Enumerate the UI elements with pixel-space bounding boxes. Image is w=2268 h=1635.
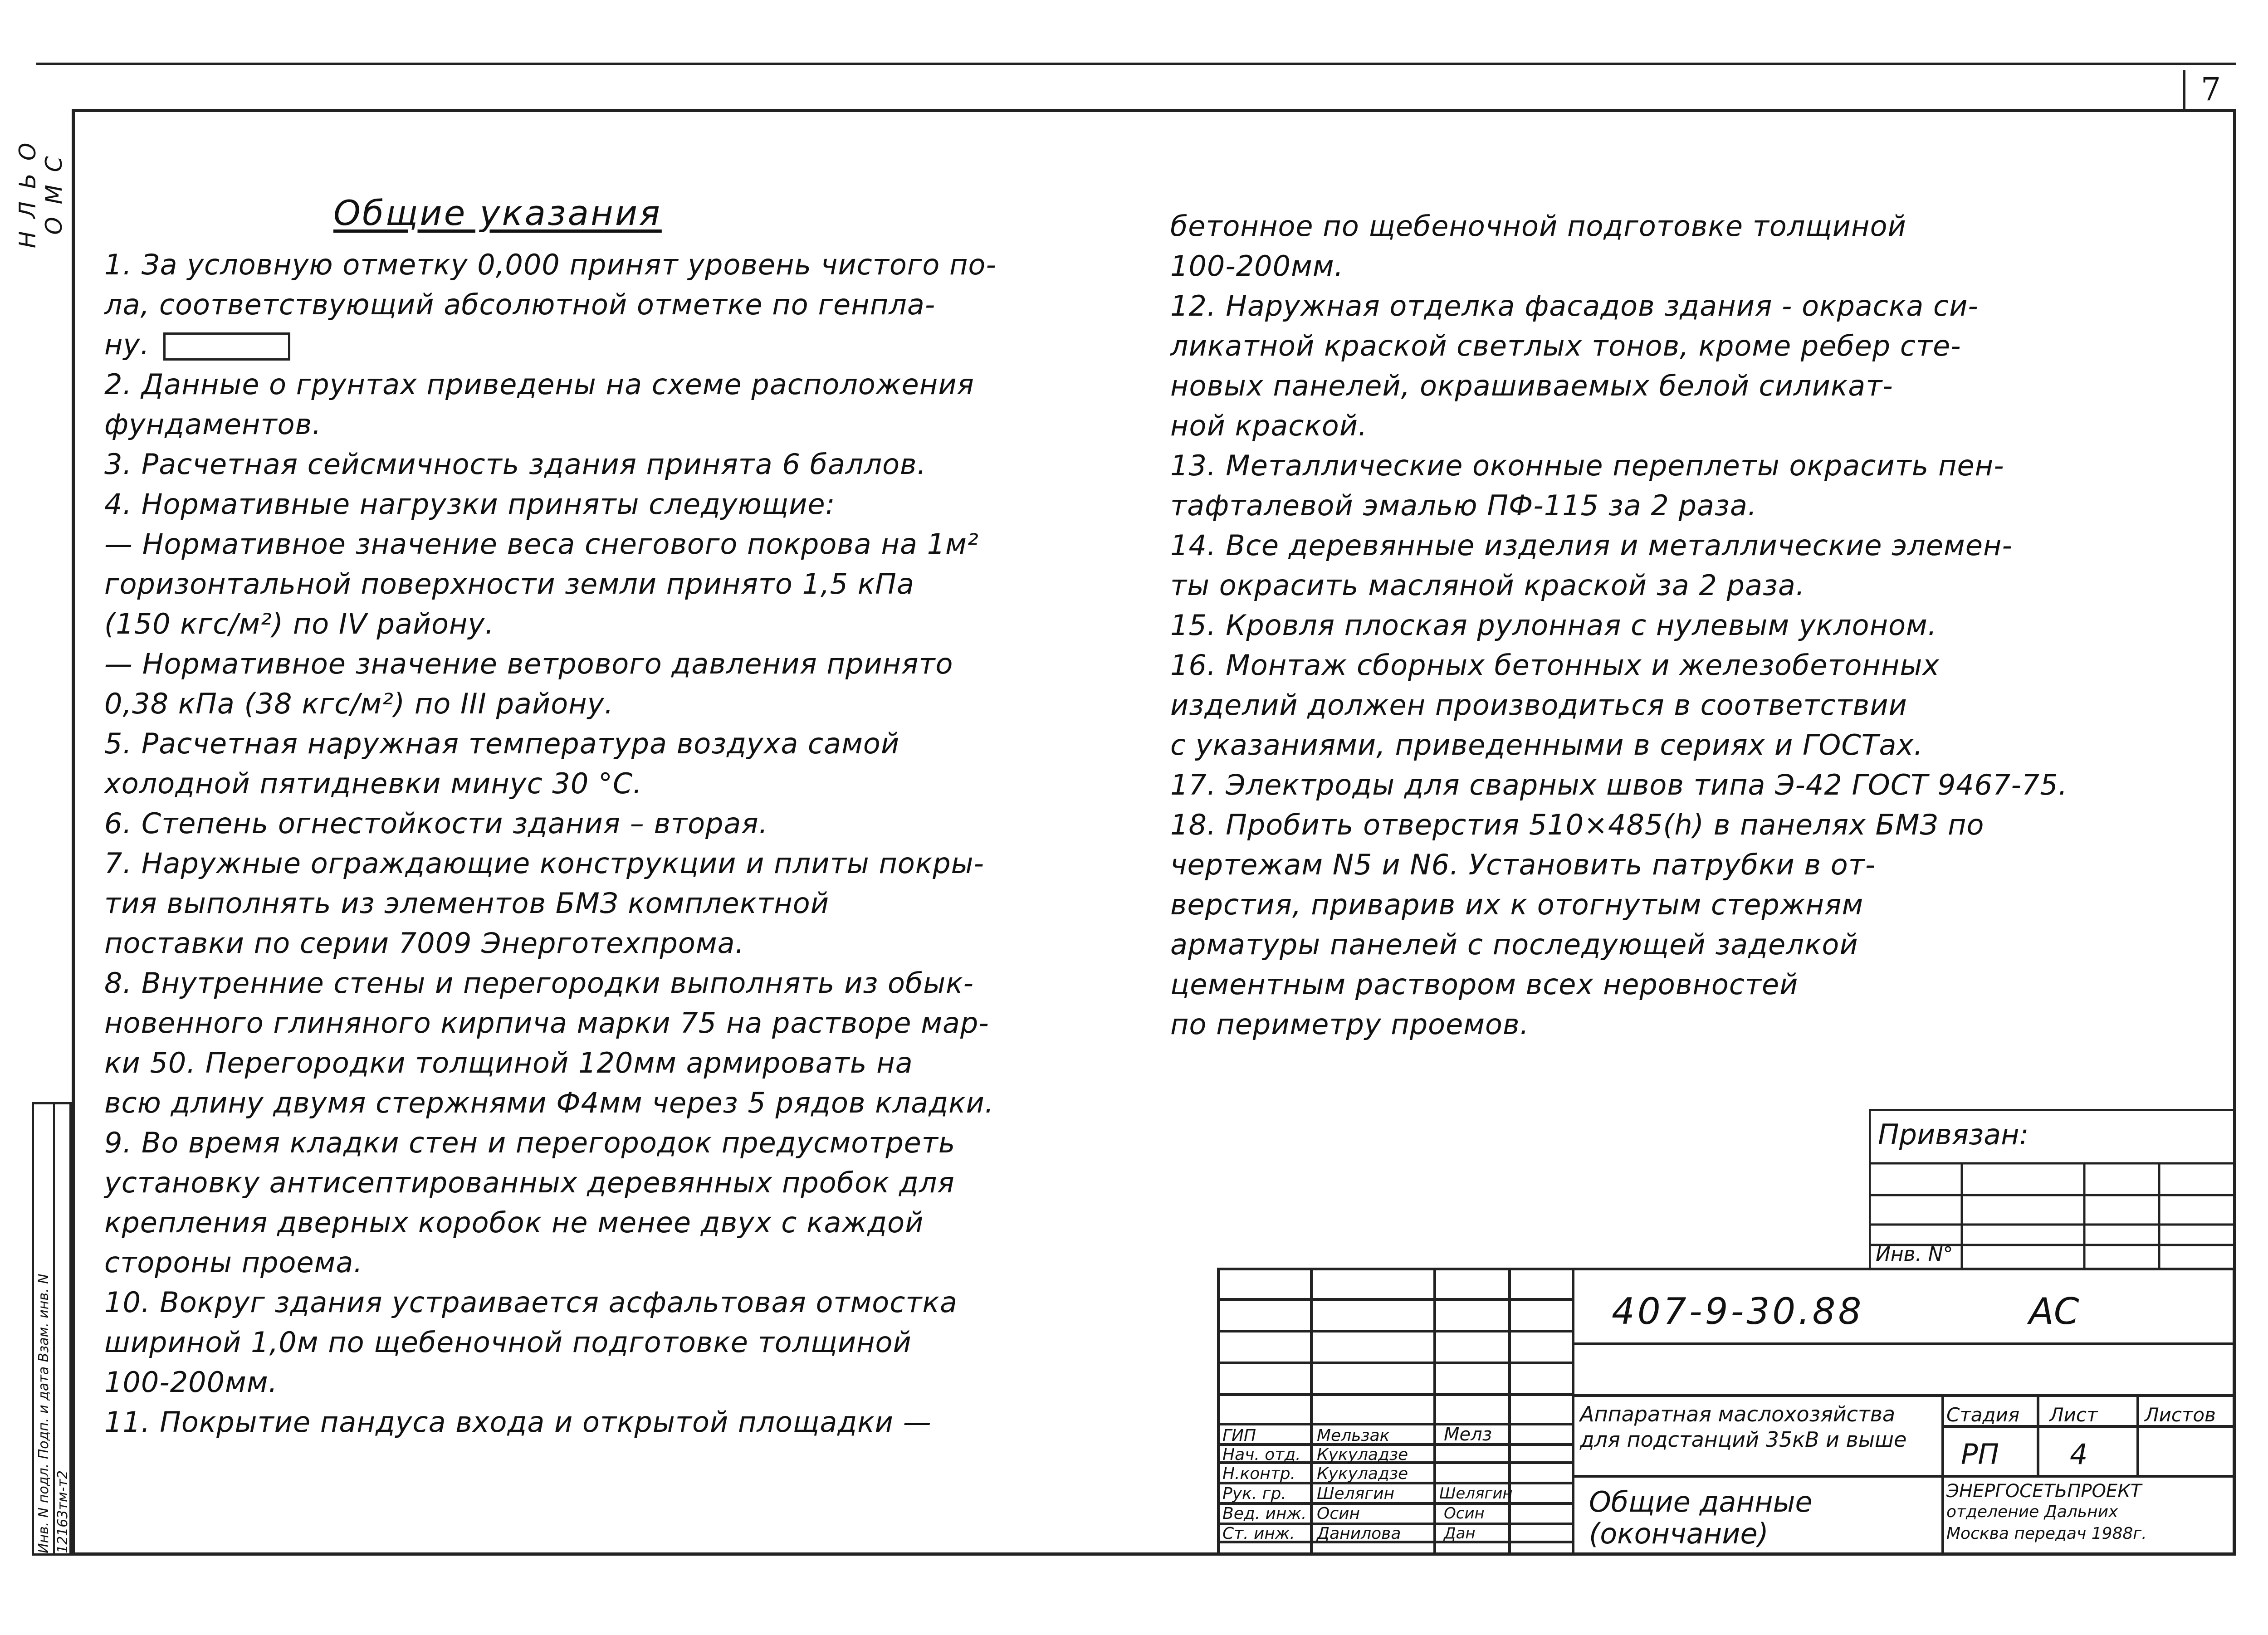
document-mark: АС <box>2029 1290 2079 1332</box>
stage-header: Стадия <box>1946 1404 2020 1426</box>
role-label: Н.контр. <box>1222 1464 1296 1483</box>
note-line: фундаментов. <box>104 408 322 441</box>
role-name: Мельзак <box>1317 1426 1390 1445</box>
note-line: 16. Монтаж сборных бетонных и железобетонных <box>1170 649 1940 682</box>
role-name: Кукуладзе <box>1317 1445 1408 1464</box>
role-label: Нач. отд. <box>1222 1445 1301 1464</box>
note-line: новых панелей, окрашиваемых белой силикат- <box>1170 369 1893 402</box>
note-line: 8. Внутренние стены и перегородки выполнять из обык- <box>104 966 974 1000</box>
role-signature: Осин <box>1444 1504 1485 1523</box>
note-line: установку антисептированных деревянных пробок для <box>104 1166 955 1199</box>
sheet-title: Общие данные <box>1589 1485 1813 1518</box>
note-line: 13. Металлические оконные переплеты окрасить пен- <box>1170 449 2004 482</box>
note-line: 9. Во время кладки стен и перегородок предусмотреть <box>104 1126 956 1159</box>
note-line: ты окрасить масляной краской за 2 раза. <box>1170 569 1805 602</box>
note-line: 3. Расчетная сейсмичность здания принята 6 баллов. <box>104 448 927 481</box>
note-line: тия выполнять из элементов БМЗ комплектной <box>104 887 829 920</box>
side-strip-code: 12163тм-т2 <box>55 1470 71 1553</box>
note-line: 100-200мм. <box>1170 249 1344 283</box>
notes-column-left <box>104 245 997 1442</box>
inventory-label: Инв. N° <box>1876 1243 1953 1266</box>
role-name: Кукуладзе <box>1317 1464 1408 1483</box>
top-rule <box>36 63 2236 65</box>
blank-elevation-box <box>163 332 290 361</box>
note-line: 17. Электроды для сварных швов типа Э-42 ГОСТ 9467-75. <box>1170 768 2068 801</box>
side-strip-labels: Инв. N подл. Подп. и дата Взам. инв. N <box>36 1274 52 1553</box>
note-line: ну. <box>104 325 997 365</box>
role-label: ГИП <box>1222 1426 1256 1445</box>
attachment-box <box>1869 1109 2236 1268</box>
note-line: тафталевой эмалью ПФ-115 за 2 раза. <box>1170 489 1757 522</box>
note-line: крепления дверных коробок не менее двух с каждой <box>104 1206 924 1239</box>
role-label: Вед. инж. <box>1222 1504 1307 1523</box>
note-line: поставки по серии 7009 Энерготехпрома. <box>104 927 745 960</box>
note-line: 4. Нормативные нагрузки приняты следующие: <box>104 488 836 521</box>
note-line: 14. Все деревянные изделия и металлические элемен- <box>1170 529 2013 562</box>
note-line: с указаниями, приведенными в сериях и ГОСТах. <box>1170 728 1923 761</box>
note-line: чертежам N5 и N6. Установить патрубки в от- <box>1170 848 1876 881</box>
note-line: верстия, приварив их к отогнутым стержням <box>1170 888 1864 921</box>
note-line: горизонтальной поверхности земли принято 1,5 кПа <box>104 567 914 600</box>
role-name: Шелягин <box>1317 1484 1395 1503</box>
role-name: Осин <box>1317 1504 1360 1523</box>
note-line: ной краской. <box>1170 409 1368 442</box>
sheet-title-sub: (окончание) <box>1589 1517 1769 1550</box>
note-line: 10. Вокруг здания устраивается асфальтовая отмостка <box>104 1286 958 1319</box>
sheets-header: Листов <box>2145 1404 2216 1426</box>
note-line: всю длину двумя стержнями Ф4мм через 5 рядов кладки. <box>104 1086 994 1119</box>
note-line: стороны проема. <box>104 1246 363 1279</box>
note-line: 100-200мм. <box>104 1366 278 1399</box>
role-signature: Шелягин <box>1439 1484 1513 1503</box>
page-title: Общие указания <box>333 193 662 233</box>
sheet-number: 7 <box>2183 70 2236 109</box>
title-block <box>1217 1268 2235 1556</box>
note-line: шириной 1,0м по щебеночной подготовке толщиной <box>104 1326 912 1359</box>
sheet-header: Лист <box>2049 1404 2098 1426</box>
note-line: ки 50. Перегородки толщиной 120мм армировать на <box>104 1046 913 1079</box>
note-line: 11. Покрытие пандуса входа и открытой площадки — <box>104 1406 932 1439</box>
note-line: арматуры панелей с последующей заделкой <box>1170 928 1858 961</box>
note-line: изделий должен производиться в соответствии <box>1170 688 1907 722</box>
note-line: 12. Наружная отделка фасадов здания - окраска си- <box>1170 289 1979 322</box>
role-signature: Дан <box>1444 1524 1476 1542</box>
note-line: холодной пятидневки минус 30 °С. <box>104 767 642 800</box>
note-line: (150 кгс/м²) по IV району. <box>104 607 494 640</box>
note-line: 2. Данные о грунтах приведены на схеме расположения <box>104 368 974 401</box>
side-archive-label: Н Л Ь О О М С <box>15 140 67 249</box>
note-line: 6. Степень огнестойкости здания – вторая. <box>104 807 768 840</box>
stage-value: РП <box>1961 1438 1999 1471</box>
organization-line-1: ЭНЕРГОСЕТЬПРОЕКТ <box>1946 1481 2142 1502</box>
note-line: ликатной краской светлых тонов, кроме ребер сте- <box>1170 329 1961 362</box>
role-signature: Мелз <box>1444 1424 1492 1445</box>
side-stamp-strip <box>32 1102 72 1556</box>
note-line: — Нормативное значение ветрового давления принято <box>104 647 953 680</box>
note-line: цементным раствором всех неровностей <box>1170 968 1799 1001</box>
note-line: 0,38 кПа (38 кгс/м²) по III району. <box>104 687 614 720</box>
role-name: Данилова <box>1317 1524 1401 1543</box>
document-code: 407-9-30.88 <box>1612 1290 1864 1332</box>
object-name: Аппаратная маслохозяйства для подстанций 35кВ и выше <box>1580 1402 1907 1452</box>
note-line: 15. Кровля плоская рулонная с нулевым уклоном. <box>1170 609 1937 642</box>
note-line: по периметру проемов. <box>1170 1008 1530 1041</box>
note-line: новенного глиняного кирпича марки 75 на растворе мар- <box>104 1006 989 1040</box>
note-line: бетонное по щебеночной подготовке толщиной <box>1170 210 1906 243</box>
note-line: 18. Пробить отверстия 510×485(h) в панелях БМЗ по <box>1170 808 1984 841</box>
note-line: — Нормативное значение веса снегового покрова на 1м² <box>104 527 979 561</box>
role-label: Рук. гр. <box>1222 1484 1286 1503</box>
note-line: 5. Расчетная наружная температура воздуха самой <box>104 727 900 760</box>
role-label: Ст. инж. <box>1222 1524 1295 1543</box>
organization-line-2: отделение Дальних <box>1946 1503 2118 1521</box>
note-line: ла, соответствующий абсолютной отметке по генпла- <box>104 288 936 321</box>
note-line: 7. Наружные ограждающие конструкции и плиты покры- <box>104 847 984 880</box>
sheet-value: 4 <box>2070 1438 2088 1471</box>
organization-line-3: Москва передач 1988г. <box>1946 1524 2147 1543</box>
notes-column-right <box>1170 206 2068 1044</box>
note-line: 1. За условную отметку 0,000 принят уровень чистого по- <box>104 248 997 281</box>
attachment-label: Привязан: <box>1878 1118 2029 1151</box>
